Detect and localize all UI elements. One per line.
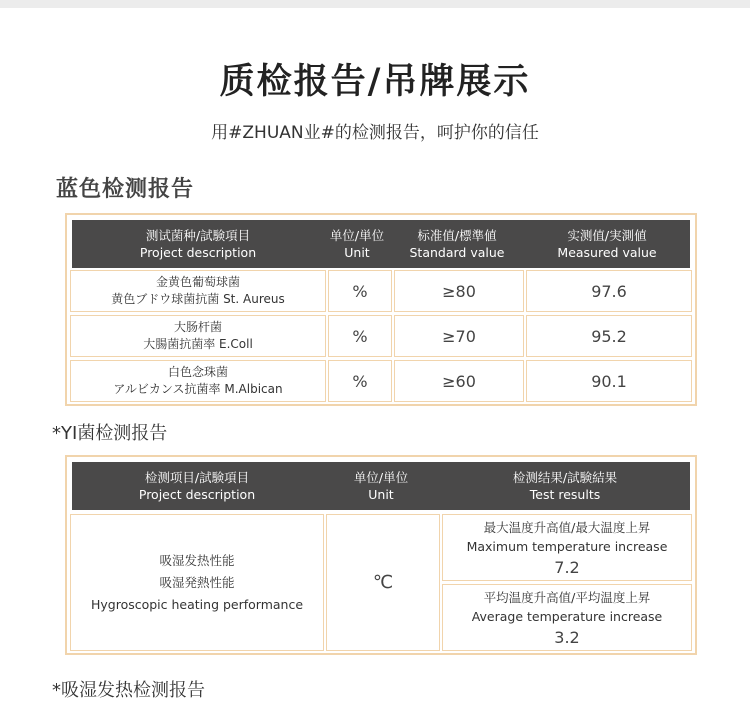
desc-cn: 吸湿发热性能 xyxy=(159,552,235,568)
header-results-en: Test results xyxy=(529,487,601,502)
header-project-en: Project description xyxy=(139,245,257,260)
section-heading-antibacterial: 蓝色检测报告 xyxy=(56,177,195,202)
page-subtitle: 用#ZHUAN业#的检测报告，呵护你的信任 xyxy=(211,123,539,143)
row-unit: % xyxy=(328,270,392,312)
row-measured: 95.2 xyxy=(526,315,692,357)
page-title: 质检报告/吊牌展示 xyxy=(219,61,531,102)
header-project-en: Project description xyxy=(138,487,256,502)
row-standard: ≥80 xyxy=(394,270,524,312)
row-project xyxy=(70,315,326,357)
result-max-temperature xyxy=(442,514,692,581)
row-unit: % xyxy=(328,315,392,357)
header-project-cn: 测试菌种/試験項目 xyxy=(145,228,251,243)
result-max-label-en: Maximum temperature increase xyxy=(466,539,668,554)
header-unit-cn: 单位/単位 xyxy=(353,470,409,485)
result-avg-label-en: Average temperature increase xyxy=(471,609,663,624)
header-unit-cn: 单位/単位 xyxy=(329,228,385,243)
row-project-cn: 白色念珠菌 xyxy=(167,365,228,379)
desc-en: Hygroscopic heating performance xyxy=(90,596,304,612)
desc-jp: 吸湿発熱性能 xyxy=(159,574,235,590)
row-project xyxy=(70,360,326,402)
heating-report-table xyxy=(65,455,697,655)
header-project-cn: 检测项目/試験項目 xyxy=(144,470,250,485)
row-measured: 97.6 xyxy=(526,270,692,312)
row-project-jp: 黄色ブドウ球菌抗菌 St. Aureus xyxy=(111,292,285,306)
table-row xyxy=(70,360,692,402)
header-unit-en: Unit xyxy=(368,487,394,502)
note-heating: *吸湿发热检测报告 xyxy=(52,680,205,701)
project-description-cell xyxy=(70,514,324,651)
row-project xyxy=(70,270,326,312)
header-project xyxy=(72,469,322,503)
header-unit-en: Unit xyxy=(344,245,370,260)
top-strip xyxy=(0,0,750,8)
row-standard: ≥60 xyxy=(394,360,524,402)
note-antibacterial: *YI菌检测报告 xyxy=(52,423,168,444)
header-measured xyxy=(524,227,690,261)
header-standard-cn: 标准值/標準値 xyxy=(417,228,497,243)
result-avg-temperature xyxy=(442,584,692,651)
result-avg-value: 3.2 xyxy=(554,628,580,647)
row-project-jp: アルビカンス抗菌率 M.Albican xyxy=(113,382,283,396)
row-unit: % xyxy=(328,360,392,402)
header-project xyxy=(72,227,324,261)
header-standard-en: Standard value xyxy=(409,245,505,260)
table-body xyxy=(70,514,692,651)
header-standard xyxy=(390,227,524,261)
header-unit xyxy=(322,469,440,503)
table-header xyxy=(72,220,690,268)
result-max-value: 7.2 xyxy=(554,558,580,577)
header-results xyxy=(440,469,690,503)
header-measured-en: Measured value xyxy=(557,245,657,260)
row-standard: ≥70 xyxy=(394,315,524,357)
table-row xyxy=(70,270,692,312)
header-unit xyxy=(324,227,390,261)
result-avg-label-cn: 平均温度升高值/平均温度上昇 xyxy=(483,590,651,605)
unit-cell: ℃ xyxy=(326,514,440,651)
row-project-cn: 金黄色葡萄球菌 xyxy=(155,275,240,289)
table-header xyxy=(72,462,690,510)
antibacterial-report-table xyxy=(65,213,697,406)
result-max-label-cn: 最大温度升高值/最大温度上昇 xyxy=(483,520,651,535)
header-measured-cn: 实测值/実測値 xyxy=(567,228,647,243)
row-project-cn: 大肠杆菌 xyxy=(173,320,222,334)
table-row xyxy=(70,315,692,357)
header-results-cn: 检测结果/試験結果 xyxy=(512,470,618,485)
row-project-jp: 大腸菌抗菌率 E.Coll xyxy=(143,337,253,351)
row-measured: 90.1 xyxy=(526,360,692,402)
